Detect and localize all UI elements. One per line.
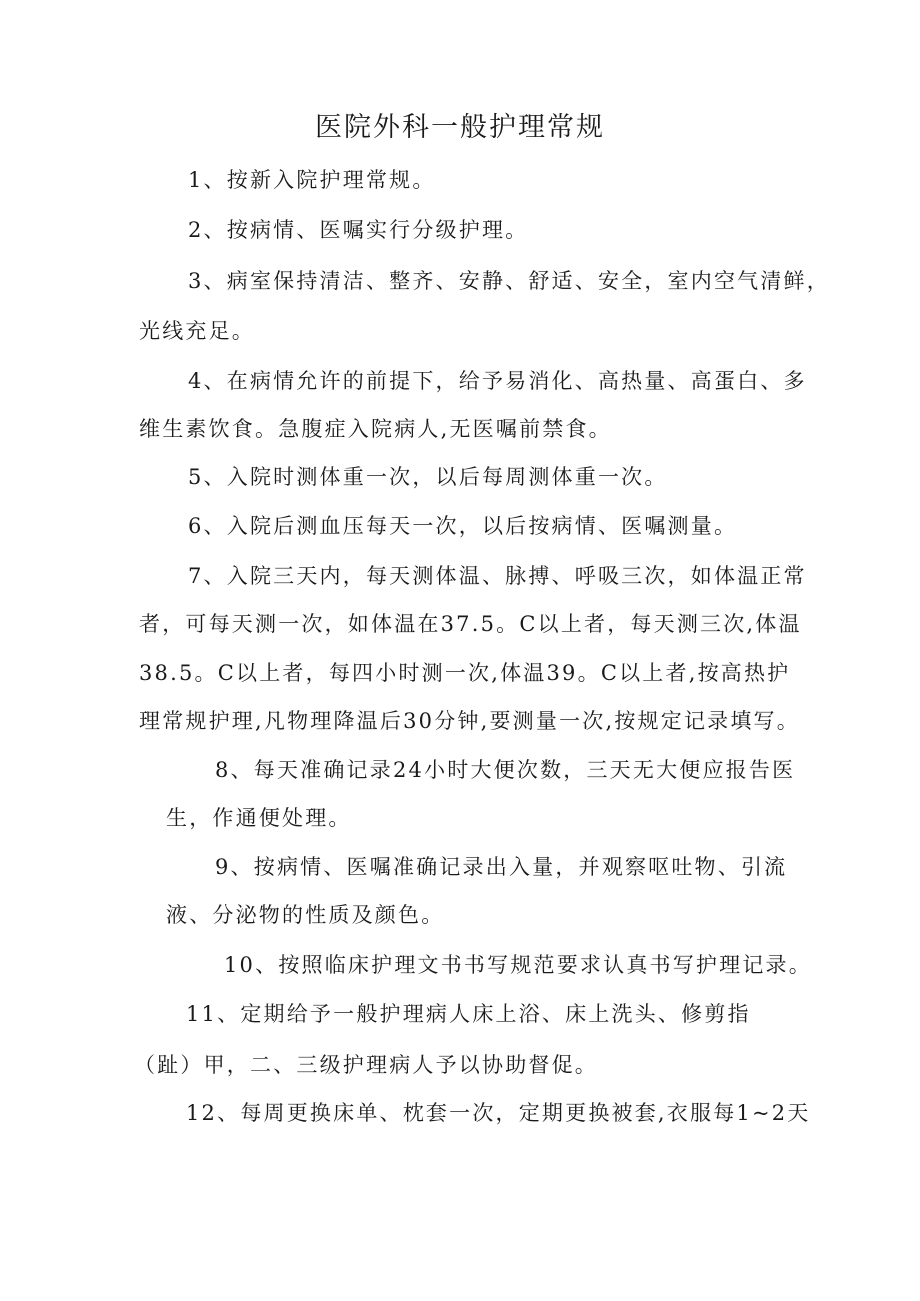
rule-3-line-2: 光线充足。 bbox=[139, 319, 255, 343]
rule-11-line-1: 11、定期给予一般护理病人床上浴、床上洗头、修剪指 bbox=[186, 1002, 751, 1026]
rule-9-line-2: 液、分泌物的性质及颜色。 bbox=[166, 903, 445, 927]
rule-10-line-1: 10、按照临床护理文书书写规范要求认真书写护理记录。 bbox=[224, 953, 812, 977]
rule-5-line-1: 5、入院时测体重一次，以后每周测体重一次。 bbox=[188, 465, 668, 489]
rule-7-line-3: 38.5。C以上者，每四小时测一次,体温39。C以上者,按高热护 bbox=[139, 661, 791, 685]
rule-1-line-1: 1、按新入院护理常规。 bbox=[188, 168, 436, 192]
document-title: 医院外科一般护理常规 bbox=[315, 112, 605, 143]
rule-3-line-1: 3、病室保持清洁、整齐、安静、舒适、安全，室内空气清鲜， bbox=[188, 269, 830, 293]
rule-7-line-2: 者，可每天测一次，如体温在37.5。C以上者，每天测三次,体温 bbox=[139, 612, 802, 636]
rule-4-line-1: 4、在病情允许的前提下，给予易消化、高热量、高蛋白、多 bbox=[188, 369, 807, 393]
rule-7-line-4: 理常规护理,凡物理降温后30分钟,要测量一次,按规定记录填写。 bbox=[139, 709, 800, 733]
rule-2-line-1: 2、按病情、医嘱实行分级护理。 bbox=[188, 218, 529, 242]
rule-9-line-1: 9、按病情、医嘱准确记录出入量，并观察呕吐物、引流 bbox=[215, 855, 788, 879]
rule-4-line-2: 维生素饮食。急腹症入院病人,无医嘱前禁食。 bbox=[139, 417, 612, 441]
rule-6-line-1: 6、入院后测血压每天一次，以后按病情、医嘱测量。 bbox=[188, 514, 738, 538]
rule-12-line-1: 12、每周更换床单、枕套一次，定期更换被套,衣服每1~2天 bbox=[186, 1101, 811, 1125]
rule-8-line-2: 生，作通便处理。 bbox=[166, 806, 352, 830]
rule-7-line-1: 7、入院三天内，每天测体温、脉搏、呼吸三次，如体温正常 bbox=[188, 564, 807, 588]
rule-11-line-2: （趾）甲，二、三级护理病人予以协助督促。 bbox=[134, 1053, 598, 1077]
rule-8-line-1: 8、每天准确记录24小时大便次数，三天无大便应报告医 bbox=[215, 758, 796, 782]
